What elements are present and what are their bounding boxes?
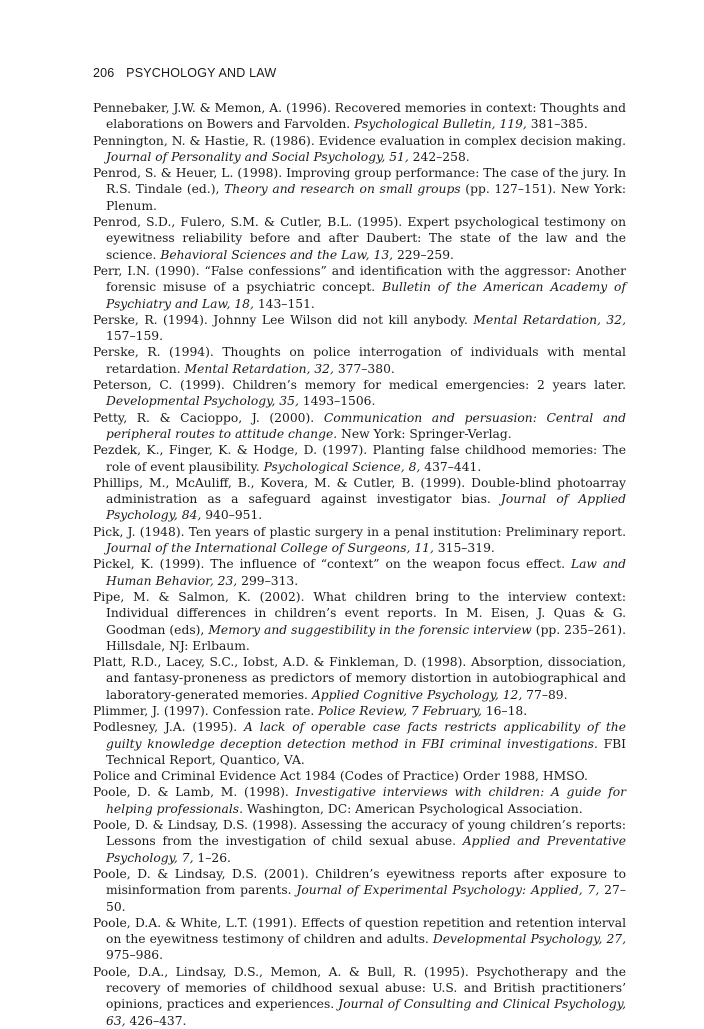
reference-pages: New York: Springer-Verlag. xyxy=(337,426,512,441)
reference-text: Pick, J. (1948). Ten years of plastic surgery in a penal institution: Preliminary report. xyxy=(93,524,626,539)
reference-text: Petty, R. & Cacioppo, J. (2000). xyxy=(93,410,324,425)
reference-source-title: Theory and research on small groups xyxy=(224,182,461,197)
reference-source-title: Applied Cognitive Psychology, 12, xyxy=(311,687,523,702)
reference-source-title: Psychological Bulletin, 119, xyxy=(354,117,527,132)
reference-entry xyxy=(93,703,626,719)
reference-text: Platt, R.D., Lacey, S.C., Iobst, A.D. & Finkleman, D. (1998). Absorption, dissociation, and fantasy-proneness as predictors of memory distortion in autobiographical and laboratory-generated memories. xyxy=(93,655,626,702)
reference-source-title: Bulletin of the American Academy of Psychiatry and Law, 18, xyxy=(106,280,627,311)
reference-text: Perr, I.N. (1990). “False confessions” and identification with the aggressor: Another forensic misuse of a psychiatric concept. xyxy=(93,263,626,295)
reference-pages: FBI Technical Report, Quantico, VA. xyxy=(106,736,626,767)
reference-pages: 437–441. xyxy=(420,459,482,474)
reference-text: Peterson, C. (1999). Children’s memory for medical emergencies: 2 years later. xyxy=(93,378,626,393)
reference-pages: 242–258. xyxy=(408,149,470,164)
reference-source-title: Law and Human Behavior, 23, xyxy=(106,557,626,588)
reference-text: Poole, D. & Lindsay, D.S. (2001). Children’s eyewitness reports after exposure to misinformation from parents. xyxy=(93,866,626,898)
reference-pages: 381–385. xyxy=(526,117,588,132)
running-head xyxy=(93,66,276,80)
page-number: 206 xyxy=(93,66,115,80)
reference-text: Perske, R. (1994). Johnny Lee Wilson did not kill anybody. xyxy=(93,312,474,327)
reference-entry xyxy=(93,589,626,654)
reference-entry xyxy=(93,214,626,263)
reference-text: Pipe, M. & Salmon, K. (2002). What children bring to the interview context: Individual differences in children’s event reports. In M. Eisen, J. Quas & G. Goodman (eds), xyxy=(93,589,626,637)
reference-entry xyxy=(93,866,626,915)
reference-source-title: Journal of Consulting and Clinical Psychology, 63, xyxy=(106,997,626,1028)
reference-entry xyxy=(93,100,626,133)
reference-source-title: Mental Retardation, 32, xyxy=(473,312,626,327)
reference-source-title: Developmental Psychology, 27, xyxy=(432,932,626,947)
reference-pages: 940–951. xyxy=(201,508,263,523)
reference-pages: 1–26. xyxy=(193,850,231,865)
reference-text: Poole, D. & Lamb, M. (1998). xyxy=(93,785,296,800)
reference-pages: 315–319. xyxy=(433,541,495,556)
reference-entry xyxy=(93,410,626,443)
reference-pages: 299–313. xyxy=(237,573,299,588)
reference-source-title: Journal of Applied Psychology, 84, xyxy=(106,492,627,523)
reference-entry xyxy=(93,263,626,312)
running-title: PSYCHOLOGY AND LAW xyxy=(126,66,277,80)
reference-entry xyxy=(93,964,626,1029)
reference-source-title: Psychological Science, 8, xyxy=(263,459,421,474)
reference-text: Phillips, M., McAuliff, B., Kovera, M. & Cutler, B. (1999). Double-blind photoarray administration as a safeguard against investigator bias. xyxy=(93,475,626,507)
reference-entry xyxy=(93,654,626,703)
reference-entry xyxy=(93,442,626,475)
reference-entry xyxy=(93,133,626,166)
reference-entry xyxy=(93,556,626,589)
reference-pages: . Washington, DC: American Psychological Association. xyxy=(239,801,583,816)
reference-pages: 27–50. xyxy=(106,883,626,914)
reference-entry xyxy=(93,817,626,866)
reference-text: Podlesney, J.A. (1995). xyxy=(93,720,245,735)
reference-pages: 377–380. xyxy=(333,361,395,376)
reference-text: Police and Criminal Evidence Act 1984 (Codes of Practice) Order 1988, HMSO. xyxy=(93,769,588,784)
reference-source-title: Mental Retardation, 32, xyxy=(184,361,334,376)
reference-text: Pickel, K. (1999). The influence of “context” on the weapon focus effect. xyxy=(93,557,571,572)
reference-pages: 77–89. xyxy=(522,687,568,702)
reference-source-title: Communication and persuasion: Central and peripheral routes to attitude change. xyxy=(106,410,626,441)
reference-entry xyxy=(93,524,626,557)
reference-text: Penrod, S.D., Fulero, S.M. & Cutler, B.L. (1995). Expert psychological testimony on eyewitness reliability before and after Daubert: The state of the law and the science. xyxy=(93,215,626,262)
reference-source-title: A lack of operable case facts restricts applicability of the guilty knowledge deception detection method in FBI criminal investigations. xyxy=(106,720,626,751)
reference-pages: 975–986. xyxy=(106,948,163,963)
reference-source-title: Behavioral Sciences and the Law, 13, xyxy=(160,247,394,262)
reference-pages: (pp. 235–261). Hillsdale, NJ: Erlbaum. xyxy=(106,622,626,653)
reference-source-title: Applied and Preventative Psychology, 7, xyxy=(106,834,626,865)
reference-pages: 1493–1506. xyxy=(298,394,376,409)
reference-entry xyxy=(93,475,626,524)
reference-source-title: Journal of the International College of Surgeons, 11, xyxy=(106,541,434,556)
reference-source-title: Police Review, 7 February, xyxy=(318,703,482,718)
reference-entry xyxy=(93,915,626,964)
reference-pages: 157–159. xyxy=(106,329,163,344)
reference-source-title: Memory and suggestibility in the forensic interview xyxy=(208,622,532,637)
reference-text: Pezdek, K., Finger, K. & Hodge, D. (1997). Planting false childhood memories: The role of event plausibility. xyxy=(93,443,626,474)
reference-entry xyxy=(93,784,626,817)
reference-pages: (pp. 127–151). New York: Plenum. xyxy=(106,182,626,213)
reference-entry xyxy=(93,768,626,784)
reference-source-title: Journal of Experimental Psychology: Applied, 7, xyxy=(296,883,600,898)
reference-text: Poole, D.A., Lindsay, D.S., Memon, A. & Bull, R. (1995). Psychotherapy and the recovery of memories of childhood sexual abuse: U.S. and British practitioners’ opinions, practices and experiences. xyxy=(93,964,626,1012)
reference-text: Poole, D. & Lindsay, D.S. (1998). Assessing the accuracy of young children’s reports: Lessons from the investigation of child sexual abuse. xyxy=(93,818,626,849)
reference-entry xyxy=(93,377,626,410)
reference-text: Poole, D.A. & White, L.T. (1991). Effects of question repetition and retention interval on the eyewitness testimony of children and adults. xyxy=(93,915,626,947)
reference-text: Pennebaker, J.W. & Memon, A. (1996). Recovered memories in context: Thoughts and elaborations on Bowers and Farvolden. xyxy=(93,101,626,132)
reference-text: Plimmer, J. (1997). Confession rate. xyxy=(93,703,319,718)
reference-pages: 229–259. xyxy=(393,247,454,262)
reference-source-title: Journal of Personality and Social Psychology, 51, xyxy=(106,149,409,164)
reference-text: Pennington, N. & Hastie, R. (1986). Evidence evaluation in complex decision making. xyxy=(93,133,626,148)
reference-entry xyxy=(93,312,626,345)
reference-text: Penrod, S. & Heuer, L. (1998). Improving group performance: The case of the jury. In R.S. Tindale (ed.), xyxy=(93,166,626,197)
reference-text: Perske, R. (1994). Thoughts on police interrogation of individuals with mental retardation. xyxy=(93,345,626,376)
reference-pages: 426–437. xyxy=(125,1013,187,1028)
reference-entry xyxy=(93,165,626,214)
reference-entry xyxy=(93,719,626,768)
reference-source-title: Investigative interviews with children: A guide for helping professionals xyxy=(106,785,626,816)
reference-entry xyxy=(93,344,626,377)
reference-list xyxy=(93,100,626,1029)
reference-source-title: Developmental Psychology, 35, xyxy=(106,394,299,409)
reference-pages: 16–18. xyxy=(481,703,528,718)
reference-pages: 143–151. xyxy=(253,296,315,311)
